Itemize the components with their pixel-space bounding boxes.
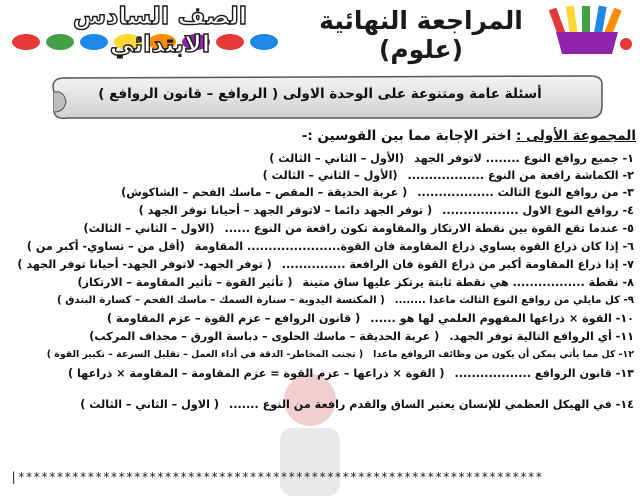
question-text: ٧- إذا ذراع المقاومة أكبر من ذراع القوة فان الرافعة ............... bbox=[281, 258, 634, 271]
banner-text: أسئلة عامة ومتنوعة على الوحدة الاولى ( الروافع – قانون الروافع ) bbox=[98, 86, 542, 102]
question-choices: ( توفر الجهد- لاتوفر الجهد- أحيانا توفر الجهد ) bbox=[17, 258, 272, 271]
group-heading bbox=[250, 128, 636, 148]
question-choices: ( قانون الروافع – عزم القوة – عزم المقاومة ) bbox=[106, 312, 361, 325]
question-choices: ( عربة الحديقة – المقص – ماسك الفحم – الشاكوش) bbox=[121, 186, 408, 199]
question-choices: ( توفر الجهد دائما – لاتوفر الجهد – أحيانا توفر الجهد ) bbox=[138, 204, 433, 217]
question-choices: (الاول – الثاني – الثالث) bbox=[83, 222, 215, 235]
question-choices: (أقل من – تساوي- أكبر من ) bbox=[26, 240, 185, 253]
question-text: ١٢- كل مما يأتي يمكن أن يكون من وظائف الروافع ماعدا bbox=[373, 349, 634, 360]
pencil-cup-icon bbox=[548, 4, 634, 56]
question-item bbox=[8, 310, 634, 328]
question-text: ٦- إذا كان ذراع القوة يساوي ذراع المقاومة فان القوة...................... المقاومة bbox=[194, 240, 634, 253]
question-text: ٣- من روافع النوع الثالث .................. bbox=[417, 186, 634, 199]
question-item bbox=[8, 365, 634, 383]
question-text: ١٠- القوة × ذراعها المفهوم العلمي لها هو ...... bbox=[370, 312, 634, 325]
question-item bbox=[8, 184, 634, 202]
question-item bbox=[8, 346, 634, 364]
group-instruction: اختر الإجابة مما بين القوسين :- bbox=[301, 128, 512, 144]
group-title: المجموعة الأولى : bbox=[516, 128, 636, 144]
question-text: ١١- أي الروافع التالية توفر الجهد. bbox=[449, 330, 634, 343]
separator-line: |******************************************************************** bbox=[10, 470, 543, 484]
question-choices: ( تجنب المخاطر- الدقة في أداء العمل – تقليل السرعة – تكبير القوة ) bbox=[46, 349, 364, 360]
question-choices: ( القوة × ذراعها – عزم القوة = عزم المقاومة – المقاومة × ذراعها ) bbox=[67, 367, 445, 380]
question-choices: ( المكنسة اليدوية – سنارة السمك – ماسك الفحم – كسارة البندق ) bbox=[57, 295, 385, 306]
question-item bbox=[8, 274, 634, 292]
question-choices: (الأول – الثاني – الثالث ) bbox=[262, 169, 398, 182]
grade-title: الصف السادس الابتدائي bbox=[73, 2, 247, 58]
question-item bbox=[8, 256, 634, 274]
question-item bbox=[8, 167, 634, 185]
question-text: ١٣- قانون الروافع .................. bbox=[454, 367, 634, 380]
question-item bbox=[8, 220, 634, 238]
question-item bbox=[8, 396, 634, 414]
question-choices: (الأول – الثاني – الثالث ) bbox=[269, 152, 405, 165]
question-text: ٩- كل مايلي من روافع النوع الثالث ماعدا ........ bbox=[394, 295, 634, 306]
question-choices: ( عربة الحديقة – ماسك الحلوى – دباسة الورق – مجداف المركب) bbox=[89, 330, 440, 343]
question-text: ٤- روافع النوع الاول .................. bbox=[442, 204, 634, 217]
question-item bbox=[8, 202, 634, 220]
section-banner bbox=[50, 72, 606, 122]
question-text: ٢- الكماشة رافعة من النوع .................. bbox=[407, 169, 634, 182]
question-item bbox=[8, 150, 634, 168]
question-text: ٨- نقطة ................. هي نقطة ثابتة يرتكز عليها ساق متينة bbox=[302, 276, 634, 289]
question-choices: ( تأثير القوة – تأثير المقاومة – الارتكاز) bbox=[77, 276, 293, 289]
question-text: ١٤- في الهيكل العظمي للإنسان يعتبر الساق والقدم رافعة من النوع ....... bbox=[228, 398, 634, 411]
question-item bbox=[8, 238, 634, 256]
main-title: المراجعة النهائية (علوم) bbox=[319, 6, 523, 64]
question-text: ١- جميع روافع النوع ........ لاتوفر الجهد bbox=[414, 152, 634, 165]
question-item bbox=[8, 328, 634, 346]
question-text: ٥- عندما تقع القوة بين نقطة الارتكاز والمقاومة تكون رافعة من النوع ...... bbox=[224, 222, 634, 235]
question-item bbox=[8, 292, 634, 310]
question-choices: ( الاول – الثاني – الثالث ) bbox=[80, 398, 219, 411]
header bbox=[0, 0, 640, 62]
